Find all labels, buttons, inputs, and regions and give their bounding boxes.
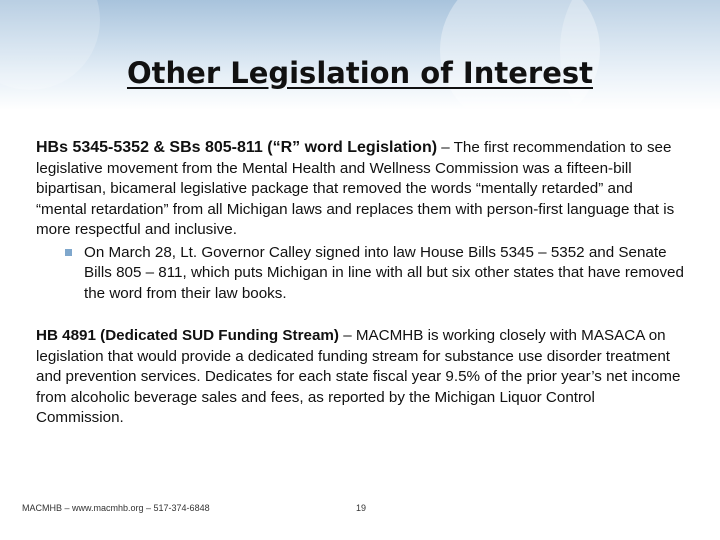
- paragraph-heading: HBs 5345-5352 & SBs 805-811 (“R” word Legislation): [36, 139, 438, 156]
- sub-bullet-text: On March 28, Lt. Governor Calley signed into law House Bills 5345 – 5352 and Senate Bills 805 – 811, which puts Michigan in line with all but six other states that have removed the word from their law books.: [84, 243, 684, 302]
- slide-content: [36, 138, 686, 429]
- page-number: 19: [356, 503, 367, 513]
- paragraph-heading: HB 4891 (Dedicated SUD Funding Stream): [36, 327, 339, 344]
- paragraph-body: – MACMHB is working closely with MASACA on legislation that would provide a dedicated funding stream for substance use disorder treatment and prevention services. Dedicates for each state fiscal year 9.5% of the prior year’s net income from alcoholic beverage sales and fees, as reported by the Michigan Liquor Control Commission.: [36, 327, 681, 426]
- sub-bullet: [84, 243, 686, 305]
- paragraph-r-word-legislation: [36, 138, 686, 241]
- square-bullet-icon: [65, 249, 72, 256]
- slide-title: Other Legislation of Interest: [126, 56, 593, 90]
- paragraph-sud-funding: [36, 326, 686, 429]
- footer-contact: MACMHB – www.macmhb.org – 517-374-6848: [22, 503, 210, 513]
- paragraph-body: – The first recommendation to see legislative movement from the Mental Health and Wellness Commission was a fifteen-bill bipartisan, bicameral legislative package that removed the words “mentally retarded” and “mental retardation” from all Michigan laws and replaces them with person-first language that is more respectful and inclusive.: [36, 139, 675, 238]
